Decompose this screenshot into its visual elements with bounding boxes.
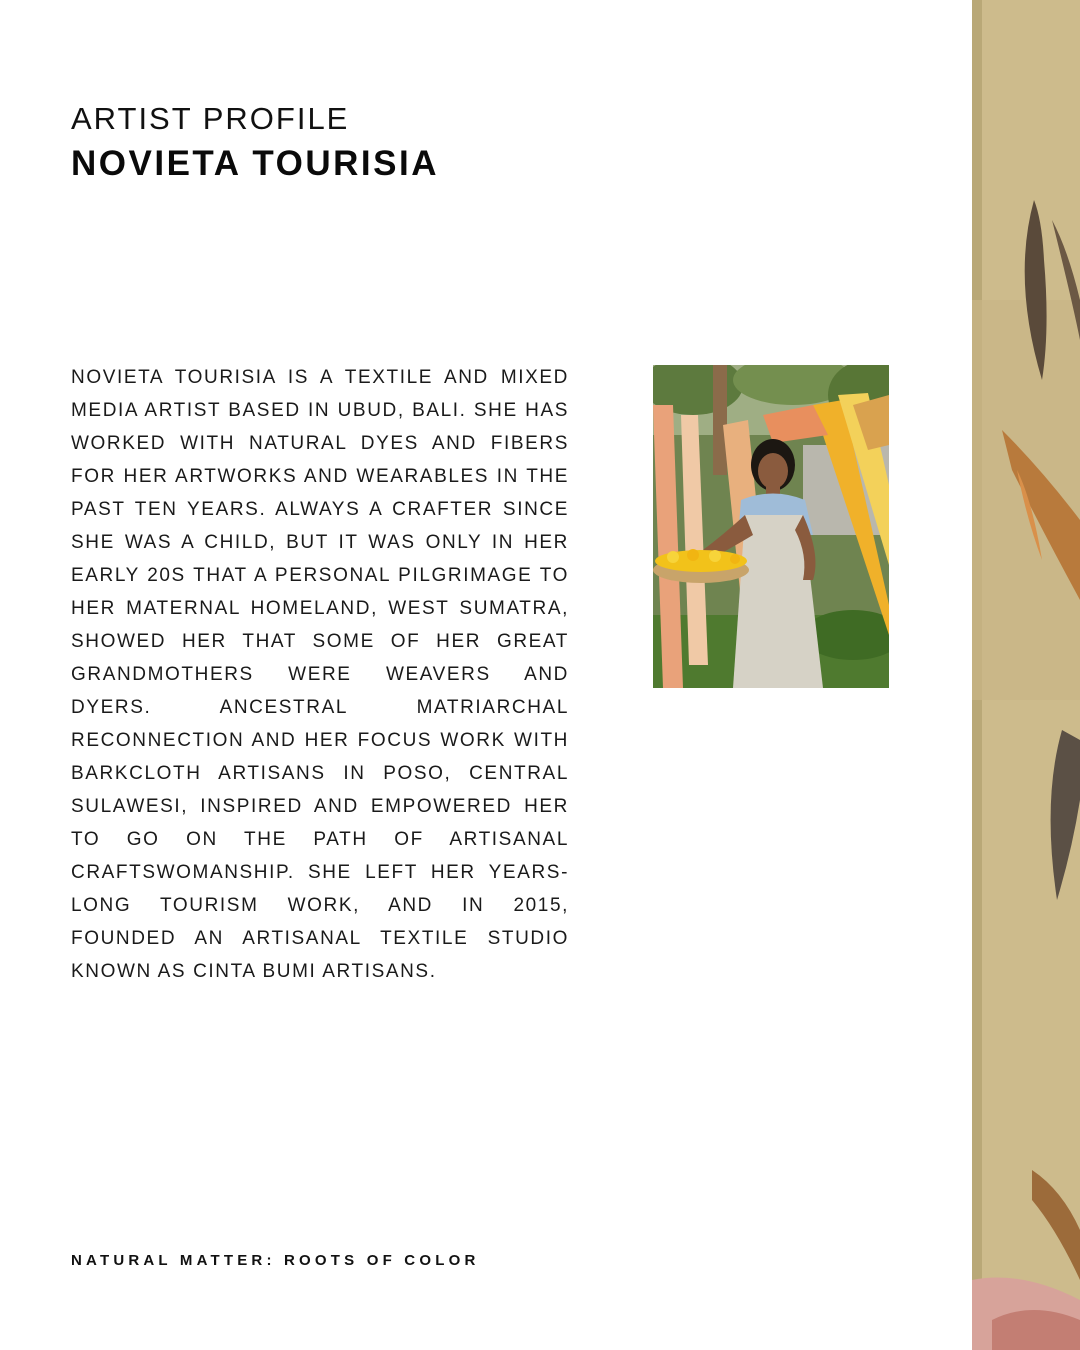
section-eyebrow: ARTIST PROFILE [71, 101, 350, 136]
artist-bio: NOVIETA TOURISIA IS A TEXTILE AND MIXED MEDIA ARTIST BASED IN UBUD, BALI. SHE HAS WORKED WITH NATURAL DYES AND FIBERS FOR HER ARTWORKS AND WEARABLES IN THE PAST TEN YEARS. ALWAYS A CRAFTER SINCE SHE WAS A CHILD, BUT IT WAS ONLY IN HER EARLY 20S THAT A PERSONAL PILGRIMAGE TO HER MATERNAL HOMELAND, WEST SUMATRA, SHOWED HER THAT SOME OF HER GREAT GRANDMOTHERS WERE WEAVERS AND DYERS. ANCESTRAL MATRIARCHAL RECONNECTION AND HER FOCUS WORK WITH BARKCLOTH ARTISANS IN POSO, CENTRAL SULAWESI, INSPIRED AND EMPOWERED HER TO GO ON THE PATH OF ARTISANAL CRAFTSWOMANSHIP. SHE LEFT HER YEARS-LONG TOURISM WORK, AND IN 2015, FOUNDED AN ARTISANAL TEXTILE STUDIO KNOWN AS CINTA BUMI ARTISANS. [71, 367, 569, 982]
artist-photo [653, 365, 889, 688]
artist-name-heading: NOVIETA TOURISIA [71, 144, 439, 183]
textile-artwork-edge [972, 0, 1080, 1350]
series-title-footer: NATURAL MATTER: ROOTS OF COLOR [71, 1252, 480, 1269]
